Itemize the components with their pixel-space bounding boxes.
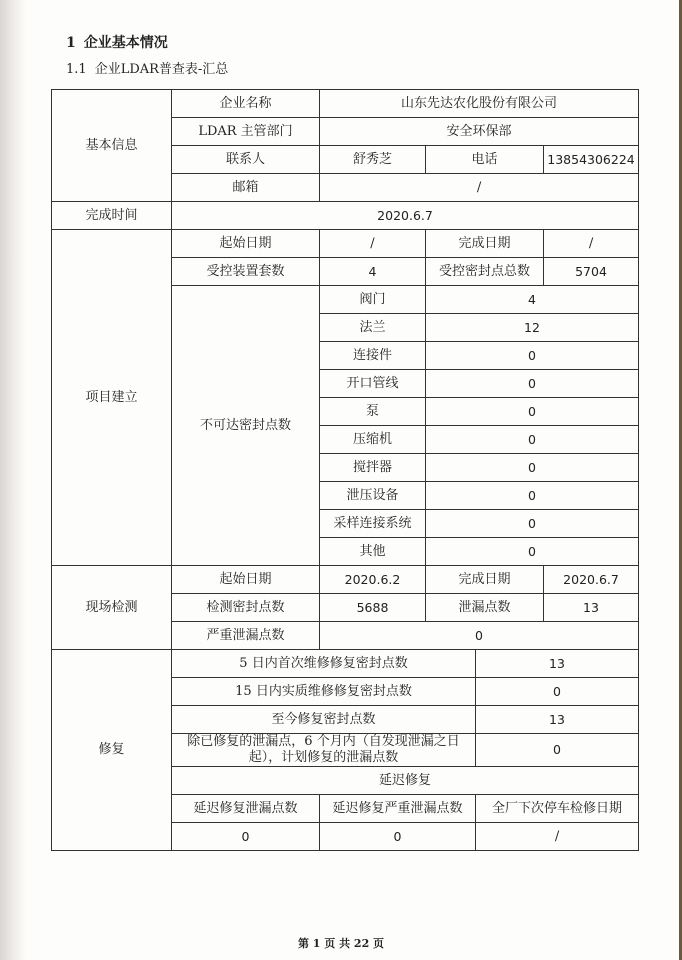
table-row (52, 230, 639, 258)
component-name: 连接件 (320, 342, 426, 370)
component-value: 0 (426, 426, 639, 454)
project-section: 项目建立 (52, 230, 172, 566)
field-end-value: 2020.6.7 (544, 566, 639, 594)
repair-label: 5 日内首次维修修复密封点数 (172, 650, 476, 678)
page-shadow (0, 0, 26, 960)
inaccessible-label: 不可达密封点数 (172, 286, 320, 566)
component-value: 0 (426, 370, 639, 398)
table-row (52, 566, 639, 594)
component-name: 压缩机 (320, 426, 426, 454)
contact-value: 舒秀芝 (320, 146, 426, 174)
delayed-header: 全厂下次停车检修日期 (476, 795, 639, 823)
component-value: 0 (426, 510, 639, 538)
delayed-value: 0 (320, 823, 476, 851)
company-name-value: 山东先达农化股份有限公司 (320, 90, 639, 118)
seals-label: 受控密封点总数 (426, 258, 544, 286)
section-heading (66, 32, 176, 52)
units-value: 4 (320, 258, 426, 286)
field-start-value: 2020.6.2 (320, 566, 426, 594)
project-start-label: 起始日期 (172, 230, 320, 258)
table-row (52, 202, 639, 230)
ldar-summary-table (51, 89, 639, 851)
component-value: 12 (426, 314, 639, 342)
delayed-header: 延迟修复泄漏点数 (172, 795, 320, 823)
dept-value: 安全环保部 (320, 118, 639, 146)
delayed-header: 延迟修复严重泄漏点数 (320, 795, 476, 823)
project-end-value: / (544, 230, 639, 258)
email-label: 邮箱 (172, 174, 320, 202)
basic-info-section: 基本信息 (52, 90, 172, 202)
dept-label: LDAR 主管部门 (172, 118, 320, 146)
component-value: 0 (426, 454, 639, 482)
subheading-number: 1.1 (66, 62, 87, 77)
component-name: 开口管线 (320, 370, 426, 398)
field-end-label: 完成日期 (426, 566, 544, 594)
heading-number: 1 (66, 35, 76, 51)
leaks-value: 13 (544, 594, 639, 622)
heading-title: 企业基本情况 (83, 35, 168, 51)
delayed-value: / (476, 823, 639, 851)
component-name: 泵 (320, 398, 426, 426)
phone-label: 电话 (426, 146, 544, 174)
delayed-value: 0 (172, 823, 320, 851)
project-start-value: / (320, 230, 426, 258)
phone-value: 13854306224 (544, 146, 639, 174)
component-value: 0 (426, 342, 639, 370)
project-end-label: 完成日期 (426, 230, 544, 258)
component-value: 4 (426, 286, 639, 314)
component-value: 0 (426, 482, 639, 510)
repair-label: 除已修复的泄漏点，6 个月内（自发现泄漏之日起），计划修复的泄漏点数 (172, 734, 476, 767)
component-name: 法兰 (320, 314, 426, 342)
page-number: 第 1 页 共 22 页 (297, 937, 385, 950)
repair-value: 0 (476, 734, 639, 767)
repair-label: 至今修复密封点数 (172, 706, 476, 734)
delayed-title: 延迟修复 (172, 767, 639, 795)
table-row (52, 90, 639, 118)
units-label: 受控装置套数 (172, 258, 320, 286)
component-name: 采样连接系统 (320, 510, 426, 538)
completion-label: 完成时间 (52, 202, 172, 230)
repair-label: 15 日内实质维修修复密封点数 (172, 678, 476, 706)
component-name: 搅拌器 (320, 454, 426, 482)
detected-value: 5688 (320, 594, 426, 622)
seals-value: 5704 (544, 258, 639, 286)
repair-value: 0 (476, 678, 639, 706)
severe-value: 0 (320, 622, 639, 650)
component-name: 阀门 (320, 286, 426, 314)
table-row (52, 650, 639, 678)
completion-value: 2020.6.7 (172, 202, 639, 230)
repair-value: 13 (476, 650, 639, 678)
component-name: 其他 (320, 538, 426, 566)
component-value: 0 (426, 538, 639, 566)
field-section: 现场检测 (52, 566, 172, 650)
repair-section: 修复 (52, 650, 172, 851)
component-value: 0 (426, 398, 639, 426)
component-name: 泄压设备 (320, 482, 426, 510)
company-name-label: 企业名称 (172, 90, 320, 118)
subheading-title: 企业LDAR普查表-汇总 (94, 62, 229, 77)
contact-label: 联系人 (172, 146, 320, 174)
repair-value: 13 (476, 706, 639, 734)
leaks-label: 泄漏点数 (426, 594, 544, 622)
email-value: / (320, 174, 639, 202)
severe-label: 严重泄漏点数 (172, 622, 320, 650)
detected-label: 检测密封点数 (172, 594, 320, 622)
field-start-label: 起始日期 (172, 566, 320, 594)
subsection-heading (66, 58, 228, 77)
